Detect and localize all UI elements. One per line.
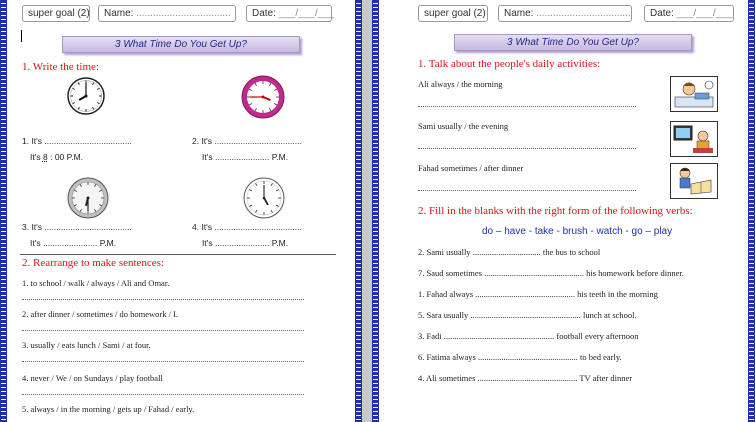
fill-blank-item: 4. Ali sometimes ............................................... TV after dinner bbox=[418, 373, 633, 383]
answer-line[interactable] bbox=[22, 299, 304, 300]
date-field[interactable]: Date: ___/___/___ bbox=[246, 5, 332, 22]
page-border-right bbox=[748, 0, 755, 422]
sentence-item: 1. to school / walk / always / Ali and Omar. bbox=[22, 278, 170, 288]
time-item-2: 2. It's ..................................... bbox=[192, 136, 302, 146]
answer-line[interactable] bbox=[418, 106, 636, 107]
sentence-item: 5. always / in the morning / gets up / Fahad / early. bbox=[22, 404, 195, 414]
answer-line[interactable] bbox=[22, 361, 304, 362]
clock-icon bbox=[66, 176, 110, 220]
text-cursor bbox=[21, 30, 22, 42]
section-heading-rearrange: 2. Rearrange to make sentences: bbox=[22, 257, 165, 269]
fill-blank-item: 2. Sami usually ................................ the bus to school bbox=[418, 247, 601, 257]
page-border-left bbox=[372, 0, 379, 422]
verb-list: do – have - take - brush - watch - go – play bbox=[482, 226, 673, 237]
fill-blank-item: 7. Saud sometimes ............................................... his homework before dinner. bbox=[418, 268, 684, 278]
fill-blank-item: 1. Fahad always ............................................... his teeth in the morning bbox=[418, 289, 658, 299]
book-label: super goal (2) bbox=[22, 5, 90, 22]
fill-blank-item: 5. Sara usually .................................................... lunch at school. bbox=[418, 310, 637, 320]
worksheet-page-left bbox=[0, 0, 362, 422]
time-answer-4: It's ....................... P.M. bbox=[202, 238, 289, 248]
sentence-item: 4. never / We / on Sundays / play football bbox=[22, 373, 163, 383]
boy-reading-illustration bbox=[670, 163, 718, 199]
activity-prompt: Sami usually / the evening bbox=[418, 121, 509, 131]
answer-line[interactable] bbox=[418, 148, 636, 149]
answer-line[interactable] bbox=[22, 394, 304, 395]
section-heading-write-time: 1. Write the time: bbox=[22, 61, 99, 73]
lesson-title: 3 What Time Do You Get Up? bbox=[454, 34, 692, 51]
time-answer-3: It's ....................... P.M. bbox=[30, 238, 117, 248]
activity-prompt: Fahad sometimes / after dinner bbox=[418, 163, 524, 173]
fill-blank-item: 3. Fadi .................................................... football every afternoon bbox=[418, 331, 639, 341]
answer-line[interactable] bbox=[418, 190, 636, 191]
clock-icon bbox=[66, 76, 106, 116]
book-label: super goal (2) bbox=[418, 5, 488, 22]
worksheet-page-right bbox=[372, 0, 755, 422]
boy-waking-up-illustration bbox=[670, 76, 718, 112]
time-item-3: 3. It's ..................................... bbox=[22, 222, 132, 232]
name-field[interactable]: Name: .................................. bbox=[98, 5, 236, 22]
activity-prompt: Ali always / the morning bbox=[418, 79, 503, 89]
time-item-4: 4. It's ..................................... bbox=[192, 222, 302, 232]
time-answer-1: It's 8 : 00 P.M. bbox=[30, 152, 84, 162]
sentence-item: 3. usually / eats lunch / Sami / at four. bbox=[22, 340, 151, 350]
time-item-1: 1. It's ..................................... bbox=[22, 136, 132, 146]
clock-icon bbox=[242, 176, 286, 220]
sentence-item: 2. after dinner / sometimes / do homework / I. bbox=[22, 309, 179, 319]
page-border-right bbox=[355, 0, 362, 422]
boy-watching-tv-illustration bbox=[670, 121, 718, 157]
fill-blank-item: 6. Fatima always ............................................... to bed early. bbox=[418, 352, 622, 362]
section-heading-fill-blanks: 2. Fill in the blanks with the right form of the following verbs: bbox=[418, 205, 693, 217]
clock-icon bbox=[240, 74, 286, 120]
lesson-title: 3 What Time Do You Get Up? bbox=[62, 36, 300, 53]
answer-line[interactable] bbox=[22, 330, 304, 331]
section-divider bbox=[20, 254, 336, 255]
section-heading-daily-activities: 1. Talk about the people's daily activities: bbox=[418, 58, 601, 70]
name-field[interactable]: Name: .................................. bbox=[498, 5, 632, 22]
page-border-left bbox=[0, 0, 7, 422]
time-answer-2: It's ....................... P.M. bbox=[202, 152, 289, 162]
date-field[interactable]: Date: ___/___/___ bbox=[644, 5, 734, 22]
